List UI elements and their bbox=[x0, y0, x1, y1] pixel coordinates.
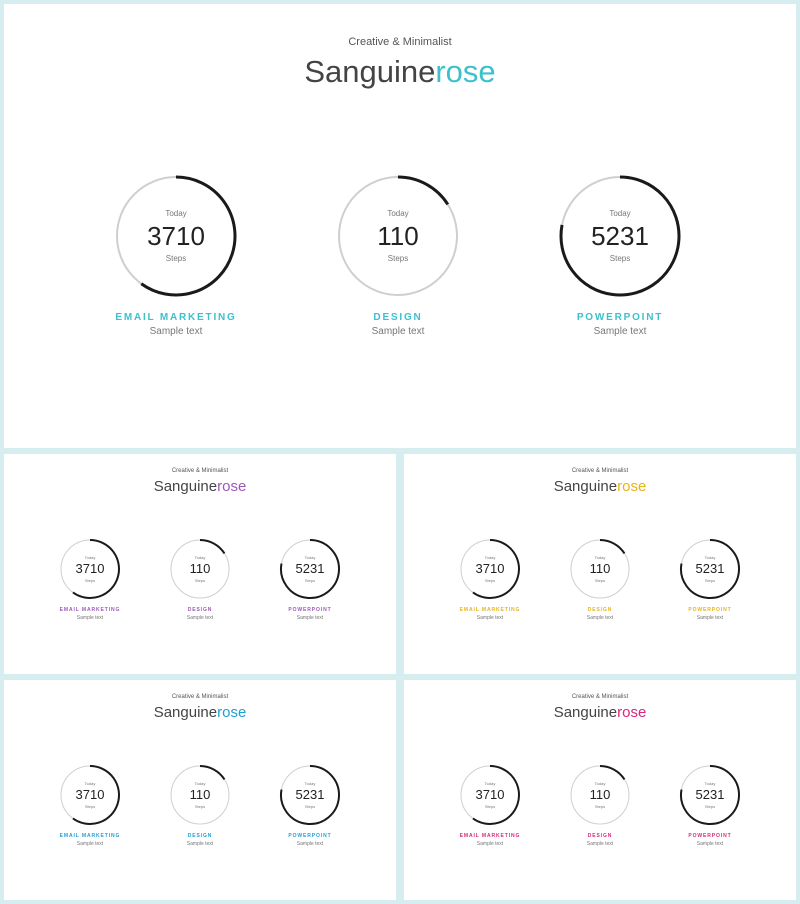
stat-card-powerpoint bbox=[660, 764, 760, 847]
title-main: Sanguine bbox=[153, 478, 218, 495]
ring-readout bbox=[459, 764, 521, 826]
slide-5 bbox=[404, 680, 796, 900]
ring-value: 110 bbox=[377, 220, 419, 251]
stat-card-design bbox=[550, 538, 650, 621]
progress-ring bbox=[459, 538, 521, 600]
slide-title bbox=[4, 704, 396, 721]
ring-readout bbox=[569, 764, 631, 826]
ring-unit: Steps bbox=[84, 578, 96, 584]
ring-unit: Steps bbox=[594, 578, 606, 584]
ring-top-label: Today bbox=[704, 780, 716, 786]
progress-ring bbox=[679, 538, 741, 600]
stat-subtext: Sample text bbox=[586, 615, 614, 621]
ring-top-label: Today bbox=[484, 780, 496, 786]
ring-unit: Steps bbox=[609, 254, 631, 264]
stat-card-email-marketing bbox=[440, 764, 540, 847]
ring-readout bbox=[679, 538, 741, 600]
progress-ring bbox=[59, 538, 121, 600]
ring-unit: Steps bbox=[484, 804, 496, 810]
stat-card-email-marketing bbox=[40, 538, 140, 621]
stat-label: POWERPOINT bbox=[688, 607, 732, 613]
stat-card-powerpoint bbox=[260, 764, 360, 847]
ring-value: 5231 bbox=[295, 560, 325, 576]
stat-subtext: Sample text bbox=[476, 841, 504, 847]
ring-top-label: Today bbox=[387, 208, 409, 218]
ring-unit: Steps bbox=[704, 804, 716, 810]
stat-label: DESIGN bbox=[587, 607, 613, 613]
ring-readout bbox=[59, 764, 121, 826]
slide-subtitle: Creative & Minimalist bbox=[348, 36, 452, 48]
title-accent: rose bbox=[217, 478, 247, 495]
ring-value: 3710 bbox=[475, 786, 505, 802]
slide-title bbox=[404, 478, 796, 495]
stat-card-powerpoint bbox=[260, 538, 360, 621]
stat-label: POWERPOINT bbox=[288, 607, 332, 613]
progress-ring bbox=[569, 764, 631, 826]
stat-card-design bbox=[550, 764, 650, 847]
ring-value: 110 bbox=[589, 560, 611, 576]
ring-readout bbox=[569, 538, 631, 600]
ring-readout bbox=[679, 764, 741, 826]
slide-4 bbox=[4, 680, 396, 900]
stat-label: EMAIL MARKETING bbox=[115, 312, 237, 323]
ring-readout bbox=[59, 538, 121, 600]
ring-value: 110 bbox=[189, 786, 211, 802]
ring-readout bbox=[336, 174, 460, 298]
title-main: Sanguine bbox=[553, 478, 618, 495]
ring-top-label: Today bbox=[304, 780, 316, 786]
stat-card-email-marketing bbox=[40, 764, 140, 847]
ring-unit: Steps bbox=[304, 804, 316, 810]
stat-label: DESIGN bbox=[373, 312, 423, 323]
stat-card-powerpoint bbox=[520, 174, 720, 337]
ring-unit: Steps bbox=[704, 578, 716, 584]
slide-subtitle: Creative & Minimalist bbox=[571, 468, 629, 474]
ring-top-label: Today bbox=[609, 208, 631, 218]
ring-value: 3710 bbox=[75, 560, 105, 576]
ring-value: 3710 bbox=[475, 560, 505, 576]
title-main: Sanguine bbox=[553, 704, 618, 721]
ring-top-label: Today bbox=[194, 780, 206, 786]
progress-ring bbox=[169, 538, 231, 600]
stat-subtext: Sample text bbox=[296, 841, 324, 847]
progress-ring bbox=[279, 764, 341, 826]
ring-readout bbox=[169, 538, 231, 600]
slide-subtitle: Creative & Minimalist bbox=[171, 468, 229, 474]
stat-subtext: Sample text bbox=[186, 841, 214, 847]
ring-readout bbox=[169, 764, 231, 826]
ring-top-label: Today bbox=[594, 554, 606, 560]
title-accent: rose bbox=[435, 54, 496, 89]
ring-unit: Steps bbox=[484, 578, 496, 584]
ring-readout bbox=[279, 764, 341, 826]
ring-value: 5231 bbox=[591, 220, 649, 251]
ring-readout bbox=[558, 174, 682, 298]
ring-top-label: Today bbox=[165, 208, 187, 218]
stat-subtext: Sample text bbox=[186, 615, 214, 621]
ring-readout bbox=[459, 538, 521, 600]
stat-label: DESIGN bbox=[187, 833, 213, 839]
slide-1 bbox=[4, 4, 796, 448]
ring-unit: Steps bbox=[165, 254, 187, 264]
ring-unit: Steps bbox=[304, 578, 316, 584]
ring-unit: Steps bbox=[194, 804, 206, 810]
slide-title bbox=[404, 704, 796, 721]
ring-top-label: Today bbox=[704, 554, 716, 560]
ring-top-label: Today bbox=[594, 780, 606, 786]
stat-label: EMAIL MARKETING bbox=[459, 833, 521, 839]
stat-subtext: Sample text bbox=[371, 326, 425, 337]
stat-subtext: Sample text bbox=[476, 615, 504, 621]
ring-unit: Steps bbox=[194, 578, 206, 584]
ring-top-label: Today bbox=[84, 780, 96, 786]
stat-subtext: Sample text bbox=[696, 841, 724, 847]
stat-subtext: Sample text bbox=[586, 841, 614, 847]
progress-ring bbox=[59, 764, 121, 826]
stat-card-design bbox=[298, 174, 498, 337]
progress-ring bbox=[459, 764, 521, 826]
stat-card-email-marketing bbox=[76, 174, 276, 337]
slide-title bbox=[4, 478, 396, 495]
progress-ring bbox=[569, 538, 631, 600]
ring-value: 5231 bbox=[295, 786, 325, 802]
slide-title bbox=[4, 54, 796, 90]
ring-value: 3710 bbox=[75, 786, 105, 802]
stat-label: EMAIL MARKETING bbox=[59, 607, 121, 613]
ring-readout bbox=[114, 174, 238, 298]
stat-subtext: Sample text bbox=[696, 615, 724, 621]
slide-subtitle: Creative & Minimalist bbox=[171, 694, 229, 700]
ring-unit: Steps bbox=[387, 254, 409, 264]
stat-card-design bbox=[150, 764, 250, 847]
stat-subtext: Sample text bbox=[296, 615, 324, 621]
stat-label: POWERPOINT bbox=[688, 833, 732, 839]
ring-readout bbox=[279, 538, 341, 600]
ring-top-label: Today bbox=[484, 554, 496, 560]
stat-subtext: Sample text bbox=[593, 326, 647, 337]
stat-subtext: Sample text bbox=[76, 615, 104, 621]
progress-ring bbox=[169, 764, 231, 826]
stat-label: EMAIL MARKETING bbox=[59, 833, 121, 839]
ring-top-label: Today bbox=[194, 554, 206, 560]
ring-top-label: Today bbox=[84, 554, 96, 560]
ring-top-label: Today bbox=[304, 554, 316, 560]
title-main: Sanguine bbox=[153, 704, 218, 721]
ring-unit: Steps bbox=[594, 804, 606, 810]
slide-3 bbox=[404, 454, 796, 674]
progress-ring bbox=[336, 174, 460, 298]
ring-unit: Steps bbox=[84, 804, 96, 810]
progress-ring bbox=[558, 174, 682, 298]
ring-value: 110 bbox=[589, 786, 611, 802]
ring-value: 5231 bbox=[695, 560, 725, 576]
stat-label: EMAIL MARKETING bbox=[459, 607, 521, 613]
stat-subtext: Sample text bbox=[149, 326, 203, 337]
title-accent: rose bbox=[217, 704, 247, 721]
progress-ring bbox=[114, 174, 238, 298]
stat-subtext: Sample text bbox=[76, 841, 104, 847]
title-main: Sanguine bbox=[304, 54, 436, 89]
ring-value: 5231 bbox=[695, 786, 725, 802]
slide-subtitle: Creative & Minimalist bbox=[571, 694, 629, 700]
progress-ring bbox=[279, 538, 341, 600]
ring-value: 110 bbox=[189, 560, 211, 576]
stat-label: POWERPOINT bbox=[576, 312, 664, 323]
ring-value: 3710 bbox=[147, 220, 205, 251]
title-accent: rose bbox=[617, 478, 647, 495]
stat-card-email-marketing bbox=[440, 538, 540, 621]
progress-ring bbox=[679, 764, 741, 826]
stat-card-powerpoint bbox=[660, 538, 760, 621]
slide-2 bbox=[4, 454, 396, 674]
stat-label: DESIGN bbox=[587, 833, 613, 839]
stat-label: DESIGN bbox=[187, 607, 213, 613]
stat-label: POWERPOINT bbox=[288, 833, 332, 839]
title-accent: rose bbox=[617, 704, 647, 721]
stat-card-design bbox=[150, 538, 250, 621]
